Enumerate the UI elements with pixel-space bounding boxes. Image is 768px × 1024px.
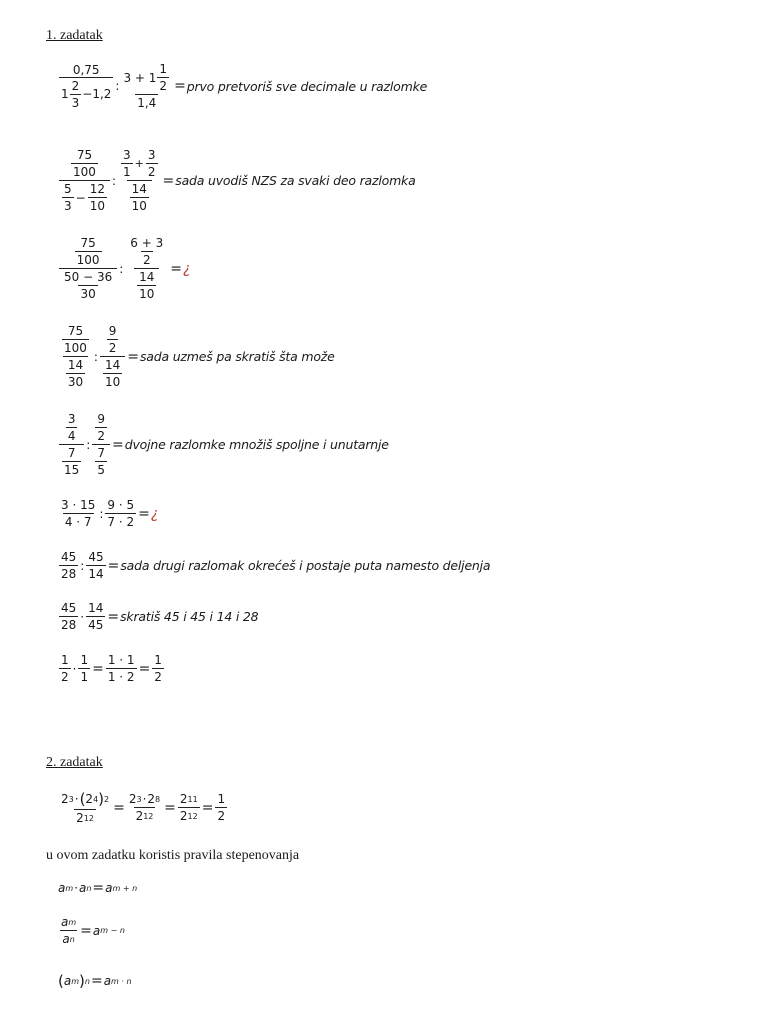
fraction: $\frac{1}{2}$ bbox=[159, 62, 168, 93]
task1-step4: $\frac{\frac{75}{100}}{\frac{14}{30}}$ : $\frac{\frac{9}{2}}{\frac{14}{10}}$ = sada uzmeš pa skratiš šta može bbox=[58, 324, 335, 389]
fraction: $\frac{\frac{75}{100}}{\frac{14}{30}}$ bbox=[64, 324, 87, 389]
fraction: $\frac{45}{28}$ bbox=[61, 550, 77, 581]
task2-heading: 2. zadatak bbox=[46, 755, 103, 770]
rule-power: ( a m ) n = a m · n bbox=[58, 972, 132, 990]
fraction: $\frac{\frac{9}{2}}{\frac{7}{5}}$ bbox=[92, 412, 110, 477]
fraction: 3 + 1 $\frac{1}{2}$ 1,4 bbox=[123, 62, 168, 110]
fraction: $\frac{9 \cdot 5}{7 \cdot 2}$ bbox=[107, 498, 135, 529]
fraction: $\frac{1}{2}$ bbox=[217, 792, 226, 823]
step-note: skratiš 45 i 45 i 14 i 28 bbox=[120, 609, 259, 624]
fraction: $\frac{\frac{6 + 3}{2}}{\frac{14}{10}}$ bbox=[130, 236, 164, 301]
unknown-char-mark: ¿ bbox=[182, 260, 191, 277]
task1-step2: $\frac{75}{100}$ $\frac{5}{3}$ − $\frac{12}{10}$ : $\frac{3}{1}$ + $\frac{3}{2}$ $\frac{14}{10}$ = sada uvodiš NZS za svaki deo razlomka bbox=[58, 148, 416, 213]
task2-explanation: u ovom zadatku koristis pravila stepenovanja bbox=[46, 848, 300, 863]
step-note: sada uvodiš NZS za svaki deo razlomka bbox=[175, 173, 416, 188]
task1-step7: $\frac{45}{28}$ : $\frac{45}{14}$ = sada drugi razlomak okrećeš i postaje puta namesto deljenja bbox=[61, 550, 491, 581]
rule-product: a m · a n = a m + n bbox=[58, 880, 138, 896]
step-note: sada uzmeš pa skratiš šta može bbox=[139, 349, 335, 364]
unknown-char-mark: ¿ bbox=[150, 505, 159, 522]
fraction: $\frac{1}{2}$ bbox=[61, 653, 69, 684]
fraction: $\frac{\frac{9}{2}}{\frac{14}{10}}$ bbox=[100, 324, 125, 389]
fraction: $\frac{\frac{3}{4}}{\frac{7}{15}}$ bbox=[59, 412, 84, 477]
step-note: prvo pretvoriš sve decimale u razlomke bbox=[186, 78, 428, 94]
fraction: $\frac{2}{3}$ bbox=[71, 78, 80, 110]
fraction: $\frac{14}{45}$ bbox=[88, 601, 104, 632]
step-note: sada drugi razlomak okrećeš i postaje puta namesto deljenja bbox=[120, 558, 491, 573]
task1-step5: $\frac{\frac{3}{4}}{\frac{7}{15}}$ : $\frac{\frac{9}{2}}{\frac{7}{5}}$ = dvojne razlomke množiš spoljne i unutarnje bbox=[58, 412, 389, 477]
fraction: $\frac{\frac{75}{100}}{\frac{50 - 36}{30}}$ bbox=[59, 236, 117, 301]
fraction: $\frac{3}{1}$ + $\frac{3}{2}$ $\frac{14}{10}$ bbox=[123, 148, 156, 213]
task1-step3: $\frac{\frac{75}{100}}{\frac{50 - 36}{30}}$ : $\frac{\frac{6 + 3}{2}}{\frac{14}{10}}$ = ¿ bbox=[58, 236, 190, 301]
fraction: $\frac{45}{28}$ bbox=[61, 601, 77, 632]
task1-step1: 0,75 1 $\frac{2}{3}$ −1,2 : 3 + 1 $\frac{1}{2}$ 1,4 = prvo pretvoriš sve decimale u razlomke bbox=[61, 62, 428, 110]
task1-step6: $\frac{3 \cdot 15}{4 \cdot 7}$ : $\frac{9 \cdot 5}{7 \cdot 2}$ = ¿ bbox=[61, 498, 159, 529]
rule-quotient: a m a n = a m − n bbox=[61, 915, 125, 946]
fraction: $\frac{45}{14}$ bbox=[88, 550, 104, 581]
task2-equation: 2 3 · ( 2 4 ) 2 2 12 = 2 3 · 2 8 2 12 = 2 11 2 12 = $\frac{1}{2}$ bbox=[61, 790, 226, 825]
step-note: dvojne razlomke množiš spoljne i unutarnje bbox=[124, 437, 389, 452]
fraction: $\frac{1}{2}$ bbox=[154, 653, 162, 684]
fraction: 0,75 1 $\frac{2}{3}$ −1,2 bbox=[61, 62, 112, 110]
fraction: 2 3 · 2 8 2 12 bbox=[128, 792, 161, 823]
task1-heading: 1. zadatak bbox=[46, 28, 103, 43]
fraction: $\frac{75}{100}$ $\frac{5}{3}$ − $\frac{12}{10}$ bbox=[59, 148, 110, 213]
fraction: 2 11 2 12 bbox=[179, 792, 198, 823]
fraction: $\frac{3 \cdot 15}{4 \cdot 7}$ bbox=[61, 498, 96, 529]
task1-step9: $\frac{1}{2}$ · $\frac{1}{1}$ = $\frac{1 \cdot 1}{1 \cdot 2}$ = $\frac{1}{2}$ bbox=[61, 653, 162, 684]
fraction: $\frac{1}{1}$ bbox=[80, 653, 89, 684]
task1-step8: $\frac{45}{28}$ · $\frac{14}{45}$ = skratiš 45 i 45 i 14 i 28 bbox=[61, 601, 259, 632]
fraction: $\frac{1 \cdot 1}{1 \cdot 2}$ bbox=[107, 653, 135, 684]
fraction: a m a n bbox=[61, 915, 77, 946]
fraction: 2 3 · ( 2 4 ) 2 2 12 bbox=[61, 790, 110, 825]
